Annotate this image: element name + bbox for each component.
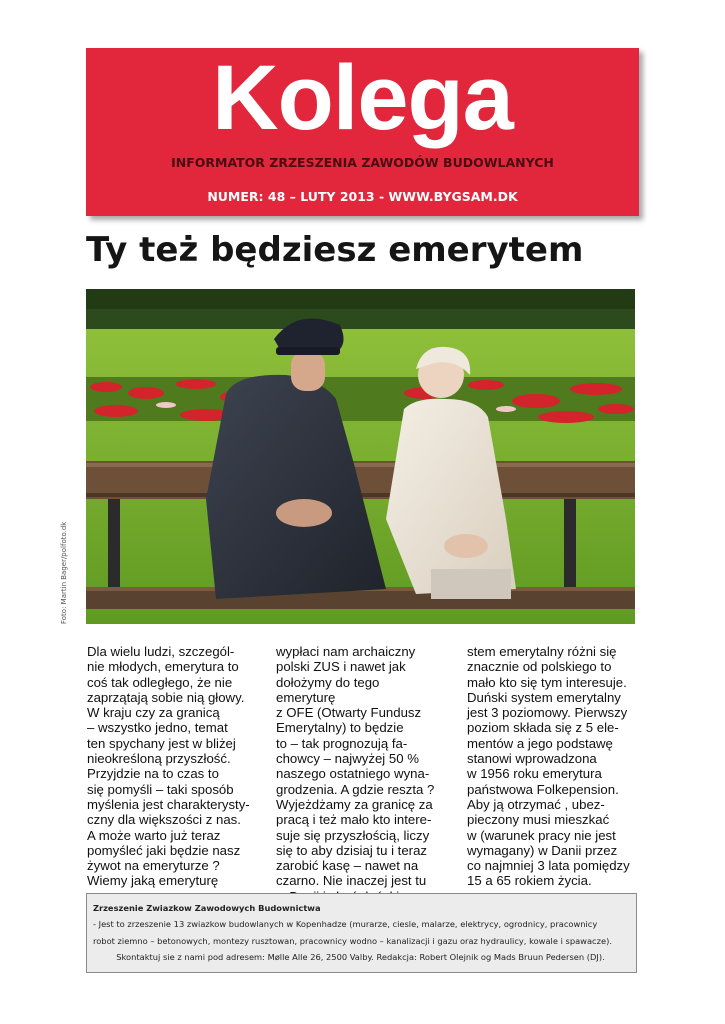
masthead-subtitle: INFORMATOR ZRZESZENIA ZAWODÓW BUDOWLANYCH: [171, 155, 554, 170]
text-line: zaprzątają sobie nią głowy.: [87, 689, 245, 705]
text-line: mało kto się tym interesuje.: [467, 674, 627, 690]
info-box-title: Zrzeszenie Zwiazkow Zawodowych Budownictwa: [93, 903, 321, 913]
text-line: czarno. Nie inaczej jest tu: [276, 873, 427, 889]
article-column-3: [467, 644, 632, 889]
text-line: pomyśleć jaki będzie nasz: [87, 842, 241, 858]
text-line: to – tak prognozują fa-: [276, 735, 408, 751]
article-column-1: [87, 644, 252, 889]
text-line: Aby ją otrzymać , ubez-: [467, 796, 605, 812]
text-line: – wszystko jedno, temat: [87, 720, 228, 736]
text-line: nieokreśloną przyszłość.: [87, 751, 231, 767]
organization-info-box: [86, 893, 637, 973]
text-line: suje się przyszłością, liczy: [276, 827, 430, 843]
issue-line: NUMER: 48 – LUTY 2013 - WWW.BYGSAM.DK: [207, 189, 518, 204]
text-line: się pomyśli – taki sposób: [87, 781, 234, 797]
text-line: znacznie od polskiego to: [467, 659, 612, 675]
article-photo: [86, 289, 635, 624]
article-headline: Ty też będziesz emerytem: [86, 230, 584, 270]
text-line: Emerytalny) to będzie: [276, 720, 404, 736]
newspaper-logo: Kolega: [212, 47, 513, 149]
text-line: myślenia jest charakterysty-: [87, 796, 250, 812]
text-line: w 1956 roku emerytura: [467, 766, 602, 782]
text-line: Wyjeżdżamy za granicę za: [276, 796, 433, 812]
text-line: A może warto już teraz: [87, 827, 221, 843]
text-line: co najmniej 3 lata pomiędzy: [467, 858, 630, 874]
text-line: jest 3 poziomowy. Pierwszy: [467, 705, 628, 721]
text-line: coś tak odległego, że nie: [87, 674, 233, 690]
article-column-2: [276, 644, 441, 904]
contact-line: Skontaktuj sie z nami pod adresem: Mølle Alle 26, 2500 Valby. Redakcja: Robert Olejnik og Mads Bruun Pedersen (DJ).: [116, 951, 605, 962]
info-box-line: robot ziemno – betonowych, montezy rusztowan, pracownicy wodno – kanalizacji i gazu oraz hydraulicy, kowale i spawacze).: [93, 935, 612, 946]
text-line: stanowi wprowadzona: [467, 751, 597, 767]
text-line: poziom składa się z 5 ele-: [467, 720, 619, 736]
text-line: ten spychany jest w bliżej: [87, 735, 236, 751]
text-line: Przyjdzie na to czas to: [87, 766, 219, 782]
text-line: z OFE (Otwarty Fundusz: [276, 705, 422, 721]
text-line: wymagany) w Danii przez: [467, 842, 618, 858]
masthead: [86, 48, 639, 216]
text-line: pieczony musi mieszkać: [467, 812, 610, 828]
text-line: czny dla większości z nas.: [87, 812, 241, 828]
text-line: grodzenia. A gdzie reszta ?: [276, 781, 435, 797]
text-line: się to aby dzisiaj tu i teraz: [276, 842, 427, 858]
text-line: w (warunek pracy nie jest: [467, 827, 616, 843]
photo-credit: Foto: Martin Bager/polfoto.dk: [60, 521, 68, 624]
text-line: Wiemy jaką emeryturę: [87, 873, 219, 889]
text-line: pracą i też mało kto intere-: [276, 812, 432, 828]
text-line: 15 a 65 rokiem życia.: [467, 873, 592, 889]
text-line: stem emerytalny różni się: [467, 644, 617, 659]
text-line: zarobić kasę – nawet na: [276, 858, 419, 874]
info-box-line: - Jest to zrzeszenie 13 zwiazkow budowlanych w Kopenhadze (murarze, ciesle, malarze, elektrycy, ogrodnicy, pracownicy: [93, 919, 598, 930]
text-line: nie młodych, emerytura to: [87, 659, 239, 675]
text-line: Dla wielu ludzi, szczegól-: [87, 644, 235, 659]
text-line: naszego ostatniego wyna-: [276, 766, 430, 782]
text-line: dołożymy do tego emeryturę: [276, 674, 380, 705]
text-line: wypłaci nam archaiczny: [276, 644, 416, 659]
text-line: państwowa Folkepension.: [467, 781, 619, 797]
text-line: W kraju czy za granicą: [87, 705, 220, 721]
text-line: polski ZUS i nawet jak: [276, 659, 406, 675]
text-line: chowcy – najwyżej 50 %: [276, 751, 419, 767]
text-line: mentów a jego podstawę: [467, 735, 613, 751]
text-line: żywot na emeryturze ?: [87, 858, 220, 874]
text-line: Duński system emerytalny: [467, 689, 621, 705]
